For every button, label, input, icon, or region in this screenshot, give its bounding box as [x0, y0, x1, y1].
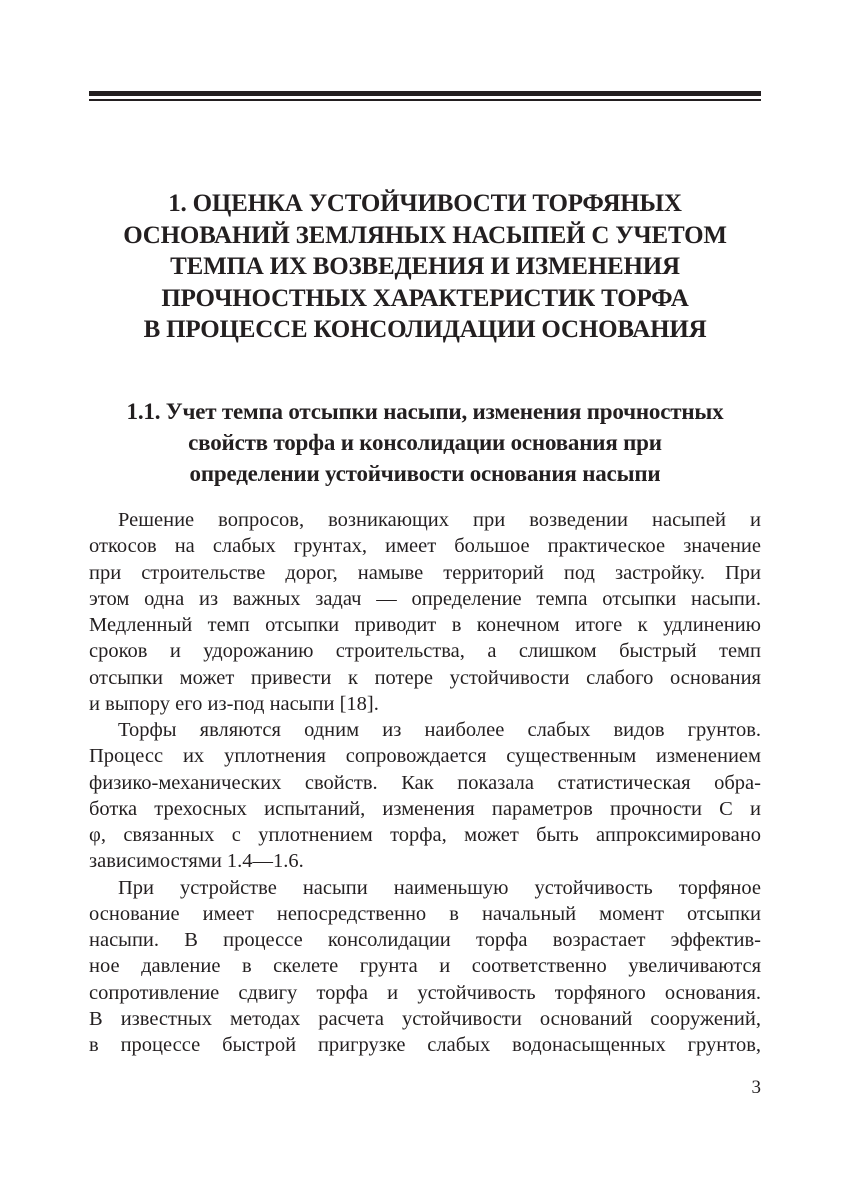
text-line: Процесс их уплотнения сопровождается существенным изменением: [89, 745, 761, 768]
paragraph: [89, 507, 761, 717]
section-title-line: 1.1. Учет темпа отсыпки насыпи, изменения прочностных: [126, 399, 724, 424]
text-line: φ, связанных с уплотнением торфа, может быть аппроксимировано: [89, 824, 761, 846]
chapter-title-line: ПРОЧНОСТНЫХ ХАРАКТЕРИСТИК ТОРФА: [161, 284, 689, 312]
text-line: откосов на слабых грунтах, имеет большое практическое значение: [89, 535, 761, 558]
chapter-title-line: ТЕМПА ИХ ВОЗВЕДЕНИЯ И ИЗМЕНЕНИЯ: [170, 253, 680, 280]
page-number: 3: [751, 1077, 761, 1098]
paragraph: [89, 717, 761, 875]
text-line: этом одна из важных задач — определение темпа отсыпки насыпи.: [89, 587, 761, 610]
text-line: ботка трехосных испытаний, изменения параметров прочности C и: [89, 797, 761, 820]
header-rule-thin: [89, 99, 761, 101]
section-title-line: определении устойчивости основания насыпи: [189, 461, 661, 486]
text-line: сопротивление сдвигу торфа и устойчивость торфяного основания.: [89, 981, 761, 1004]
text-line: отсыпки может привести к потере устойчивости слабого основания: [89, 666, 761, 689]
text-line: ное давление в скелете грунта и соответственно увеличиваются: [89, 955, 761, 978]
text-line: Торфы являются одним из наиболее слабых видов грунтов.: [118, 719, 761, 741]
text-line: зависимостями 1.4—1.6.: [89, 850, 304, 873]
chapter-title-line: ОСНОВАНИЙ ЗЕМЛЯНЫХ НАСЫПЕЙ С УЧЕТОМ: [123, 221, 727, 249]
text-line: физико-механических свойств. Как показала статистическая обра-: [89, 771, 761, 794]
chapter-title-line: В ПРОЦЕССЕ КОНСОЛИДАЦИИ ОСНОВАНИЯ: [143, 316, 707, 343]
chapter-title-line: 1. ОЦЕНКА УСТОЙЧИВОСТИ ТОРФЯНЫХ: [168, 190, 682, 217]
chapter-title: [89, 188, 761, 346]
section-title: [89, 396, 761, 489]
text-line: сроков и удорожанию строительства, а слишком быстрый темп: [89, 640, 761, 663]
text-line: в процессе быстрой пригрузке слабых водонасыщенных грунтов,: [89, 1034, 761, 1056]
text-line: и выпору его из-под насыпи [18].: [89, 692, 379, 715]
section-title-line: свойств торфа и консолидации основания при: [188, 430, 662, 455]
text-line: насыпи. В процессе консолидации торфа возрастает эффектив-: [89, 929, 761, 951]
text-line: В известных методах расчета устойчивости оснований сооружений,: [89, 1007, 761, 1030]
header-rule-thick: [89, 91, 761, 96]
body-text: [89, 507, 761, 1058]
text-line: Решение вопросов, возникающих при возведении насыпей и: [118, 509, 761, 531]
text-line: При устройстве насыпи наименьшую устойчивость торфяное: [118, 876, 761, 899]
text-line: Медленный темп отсыпки приводит в конечном итоге к удлинению: [89, 614, 761, 636]
text-line: основание имеет непосредственно в начальный момент отсыпки: [89, 902, 761, 925]
paragraph: [89, 875, 761, 1059]
text-line: при строительстве дорог, намыве территорий под застройку. При: [89, 561, 761, 584]
